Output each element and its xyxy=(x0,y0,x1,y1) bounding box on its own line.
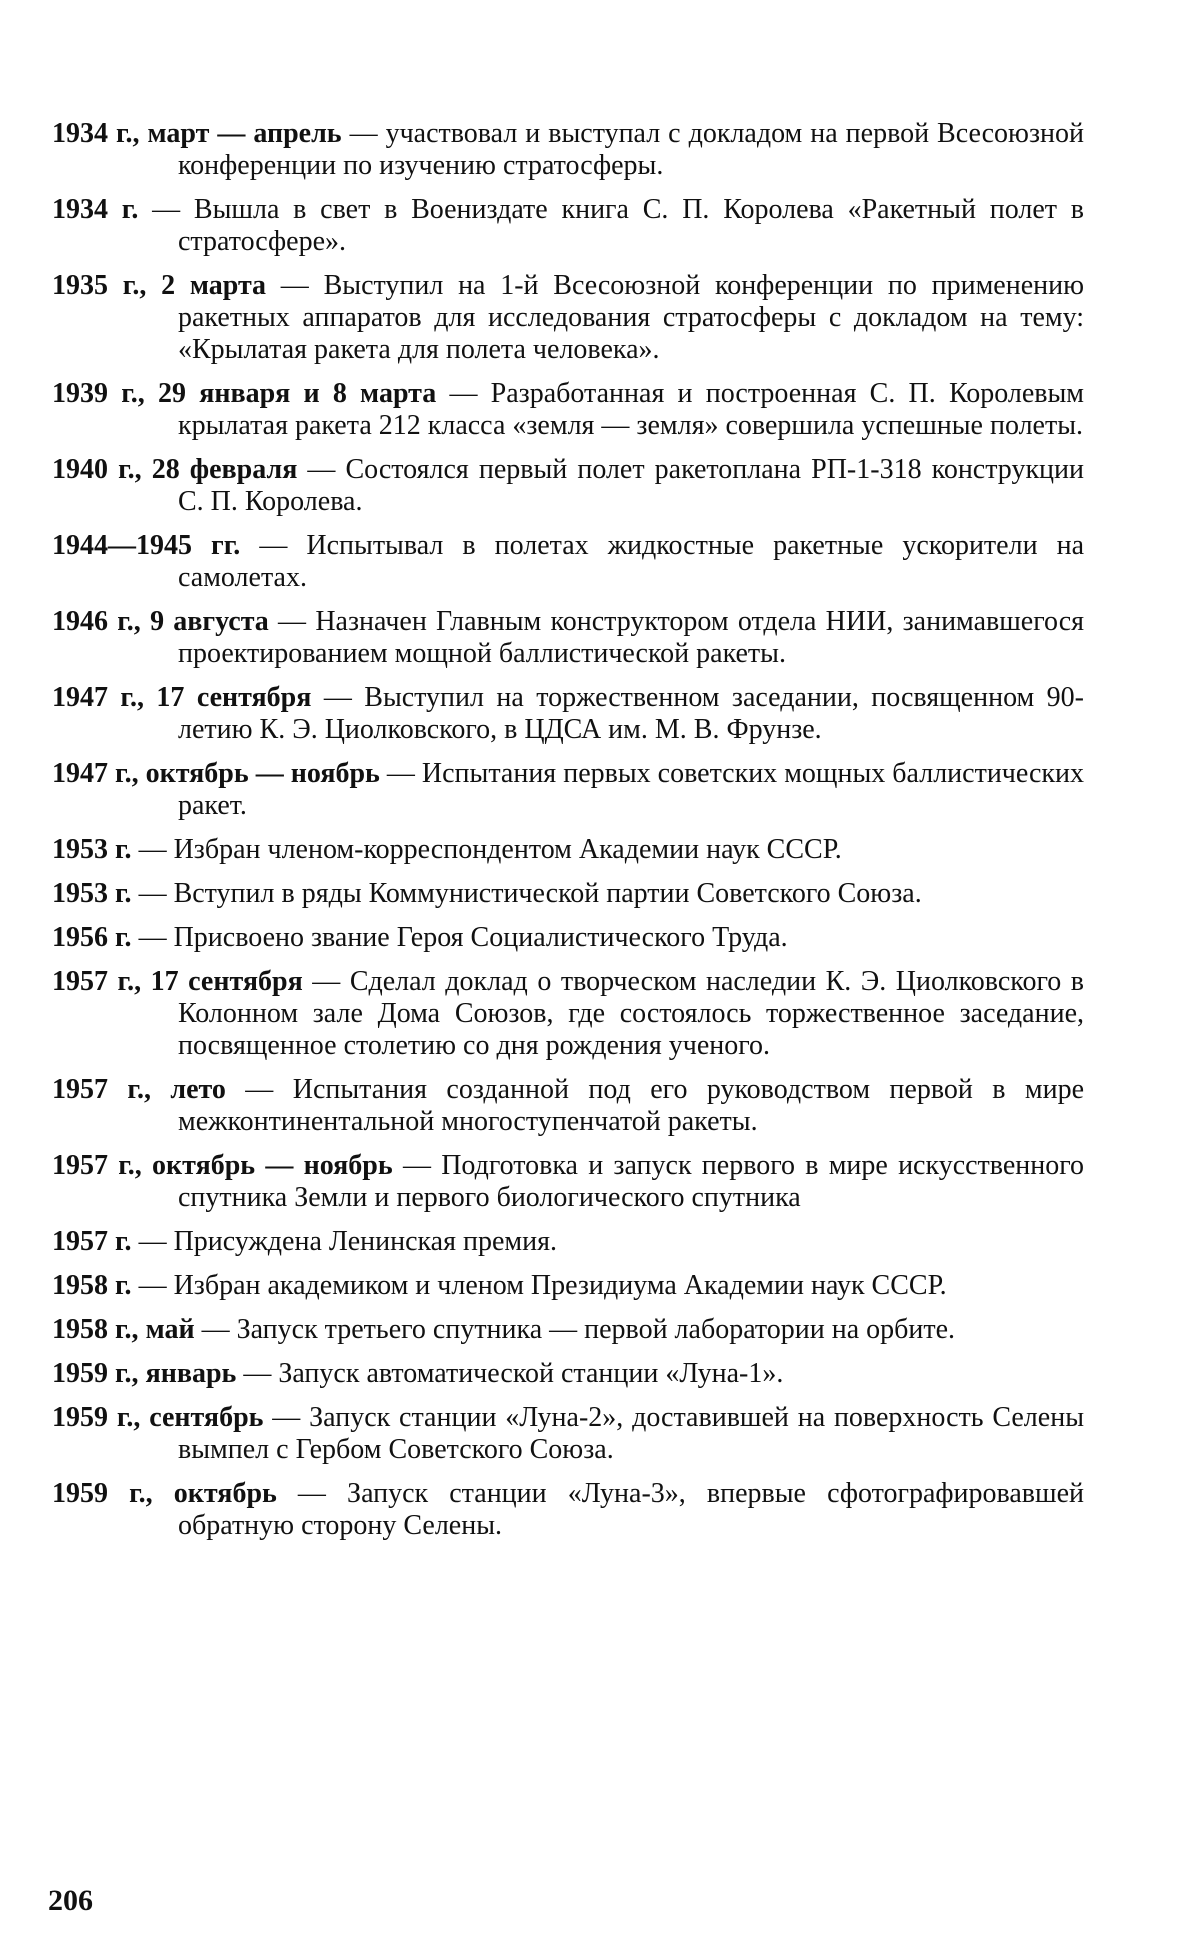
entry-year: 1953 г. xyxy=(52,878,132,909)
entry-text: Испытывал в полетах жидкостные ракетные ускорители на самолетах. xyxy=(178,530,1084,593)
entry-year: 1934 г., xyxy=(52,118,140,149)
entry-text: Присуждена Ленинская премия. xyxy=(173,1226,557,1257)
chronology-entry: 1959 г., январь — Запуск автоматической станции «Луна-1». xyxy=(52,1358,784,1389)
entry-year: 1953 г. xyxy=(52,834,132,865)
entry-date: октябрь — ноябрь xyxy=(152,1150,393,1181)
entry-year: 1947 г., xyxy=(52,758,139,789)
entry-text: Выступил на 1-й Всесоюзной конференции по применению ракетных аппаратов для исследования стратосферы с докладом на тему: «Крылатая ракета для полета человека». xyxy=(178,270,1085,365)
entry-year: 1958 г., xyxy=(52,1314,139,1345)
entry-year: 1934 г. xyxy=(52,194,139,225)
entry-date: 28 февраля xyxy=(151,454,298,485)
chronology-entry: 1959 г., октябрь — Запуск станции «Луна-3», впервые сфотографировавшей обратную сторону Селены. xyxy=(52,1478,1084,1541)
entry-year: 1959 г., xyxy=(52,1478,153,1509)
entry-text: Назначен Главным конструктором отдела НИИ, занимавшегося проектированием мощной баллистической ракеты. xyxy=(178,606,1085,669)
entry-year: 1959 г., xyxy=(52,1358,139,1389)
entry-text: Вышла в свет в Воениздате книга С. П. Королева «Ракетный полет в стратосфере». xyxy=(178,194,1084,257)
entry-text: участвовал и выступал с докладом на первой Всесоюзной конференции по изучению стратосферы. xyxy=(178,118,1085,181)
entry-text: Вступил в ряды Коммунистической партии Советского Союза. xyxy=(173,878,922,909)
chronology-entry: 1958 г. — Избран академиком и членом Президиума Академии наук СССР. xyxy=(52,1270,947,1301)
entry-text: Испытания первых советских мощных баллистических ракет. xyxy=(178,758,1085,821)
chronology-entry: 1957 г., лето — Испытания созданной под его руководством первой в мире межконтинентальной многоступенчатой ракеты. xyxy=(52,1074,1085,1137)
chronology-list xyxy=(52,118,1084,1554)
chronology-entry: 1959 г., сентябрь — Запуск станции «Луна-2», доставившей на поверхность Селены вымпел с Гербом Советского Союза. xyxy=(52,1402,1085,1465)
entry-date: январь xyxy=(145,1358,237,1389)
entry-date: 17 сентября xyxy=(156,682,312,713)
entry-year: 1944—1945 гг. xyxy=(52,530,241,561)
entry-year: 1957 г. xyxy=(52,1226,132,1257)
entry-date: сентябрь xyxy=(149,1402,264,1433)
entry-text: Разработанная и построенная С. П. Королевым крылатая ракета 212 класса «земля — земля» совершила успешные полеты. xyxy=(178,378,1085,441)
entry-date: 29 января и 8 марта xyxy=(157,378,437,409)
entry-date: октябрь xyxy=(173,1478,277,1509)
chronology-entry: 1934 г., март — апрель — участвовал и выступал с докладом на первой Всесоюзной конференции по изучению стратосферы. xyxy=(52,118,1085,181)
chronology-entry: 1946 г., 9 августа — Назначен Главным конструктором отдела НИИ, занимавшегося проектированием мощной баллистической ракеты. xyxy=(52,606,1085,669)
entry-year: 1946 г., xyxy=(52,606,141,637)
entry-text: Запуск станции «Луна-3», впервые сфотографировавшей обратную сторону Селены. xyxy=(178,1478,1084,1541)
entry-text: Запуск станции «Луна-2», доставившей на поверхность Селены вымпел с Гербом Советского Союза. xyxy=(178,1402,1085,1465)
entry-text: Выступил на торжественном заседании, посвященном 90-летию К. Э. Циолковского, в ЦДСА им. М. В. Фрунзе. xyxy=(178,682,1085,745)
entry-date: 2 марта xyxy=(161,270,267,301)
entry-text: Испытания созданной под его руководством первой в мире межконтинентальной многоступенчатой ракеты. xyxy=(178,1074,1085,1137)
entry-date: лето xyxy=(170,1074,226,1105)
chronology-entry: 1934 г. — Вышла в свет в Воениздате книга С. П. Королева «Ракетный полет в стратосфере». xyxy=(52,194,1084,257)
entry-text: Избран членом-корреспондентом Академии наук СССР. xyxy=(173,834,842,865)
chronology-entry: 1953 г. — Избран членом-корреспондентом Академии наук СССР. xyxy=(52,834,842,865)
entry-date: октябрь — ноябрь xyxy=(145,758,380,789)
chronology-entry: 1947 г., 17 сентября — Выступил на торжественном заседании, посвященном 90-летию К. Э. Циолковского, в ЦДСА им. М. В. Фрунзе. xyxy=(52,682,1085,745)
entry-year: 1947 г., xyxy=(52,682,144,713)
entry-year: 1956 г. xyxy=(52,922,132,953)
chronology-entry: 1953 г. — Вступил в ряды Коммунистической партии Советского Союза. xyxy=(52,878,922,909)
chronology-entry: 1957 г., 17 сентября — Сделал доклад о творческом наследии К. Э. Циолковского в Колонном зале Дома Союзов, где состоялось торжественное заседание, посвященное столетию со дня рождения ученого. xyxy=(52,966,1084,1061)
chronology-entry: 1958 г., май — Запуск третьего спутника — первой лаборатории на орбите. xyxy=(52,1314,956,1345)
entry-year: 1939 г., xyxy=(52,378,145,409)
entry-year: 1957 г., xyxy=(52,1074,151,1105)
entry-date: март — апрель xyxy=(147,118,342,149)
entry-text: Присвоено звание Героя Социалистического Труда. xyxy=(173,922,788,953)
chronology-entry: 1957 г. — Присуждена Ленинская премия. xyxy=(52,1226,557,1257)
entry-year: 1957 г., xyxy=(52,966,142,997)
entry-text: Сделал доклад о творческом наследии К. Э. Циолковского в Колонном зале Дома Союзов, где состоялось торжественное заседание, посвященное столетию со дня рождения ученого. xyxy=(178,966,1084,1061)
chronology-entry: 1957 г., октябрь — ноябрь — Подготовка и запуск первого в мире искусственного спутника Земли и первого биологического спутника xyxy=(52,1150,1085,1213)
entry-text: Запуск автоматической станции «Луна-1». xyxy=(278,1358,784,1389)
chronology-entry: 1947 г., октябрь — ноябрь — Испытания первых советских мощных баллистических ракет. xyxy=(52,758,1085,821)
chronology-entry: 1956 г. — Присвоено звание Героя Социалистического Труда. xyxy=(52,922,788,953)
entry-year: 1959 г., xyxy=(52,1402,141,1433)
entry-year: 1957 г., xyxy=(52,1150,142,1181)
entry-year: 1958 г. xyxy=(52,1270,132,1301)
entry-date: 17 сентября xyxy=(150,966,303,997)
chronology-entry: 1935 г., 2 марта — Выступил на 1-й Всесоюзной конференции по применению ракетных аппаратов для исследования стратосферы с докладом на тему: «Крылатая ракета для полета человека». xyxy=(52,270,1085,365)
page-number: 206 xyxy=(48,1884,93,1917)
chronology-entry: 1944—1945 гг. — Испытывал в полетах жидкостные ракетные ускорители на самолетах. xyxy=(52,530,1084,593)
entry-text: Запуск третьего спутника — первой лаборатории на орбите. xyxy=(236,1314,956,1345)
entry-text: Избран академиком и членом Президиума Академии наук СССР. xyxy=(173,1270,947,1301)
chronology-entry: 1939 г., 29 января и 8 марта — Разработанная и построенная С. П. Королевым крылатая ракета 212 класса «земля — земля» совершила успешные полеты. xyxy=(52,378,1085,441)
entry-date: май xyxy=(145,1314,195,1345)
entry-year: 1935 г., xyxy=(52,270,147,301)
entry-text: Подготовка и запуск первого в мире искусственного спутника Земли и первого биологического спутника xyxy=(178,1150,1085,1213)
entry-text: Состоялся первый полет ракетоплана РП-1-318 конструкции С. П. Королева. xyxy=(178,454,1084,517)
entry-date: 9 августа xyxy=(150,606,269,637)
entry-year: 1940 г., xyxy=(52,454,142,485)
chronology-entry: 1940 г., 28 февраля — Состоялся первый полет ракетоплана РП-1-318 конструкции С. П. Королева. xyxy=(52,454,1084,517)
